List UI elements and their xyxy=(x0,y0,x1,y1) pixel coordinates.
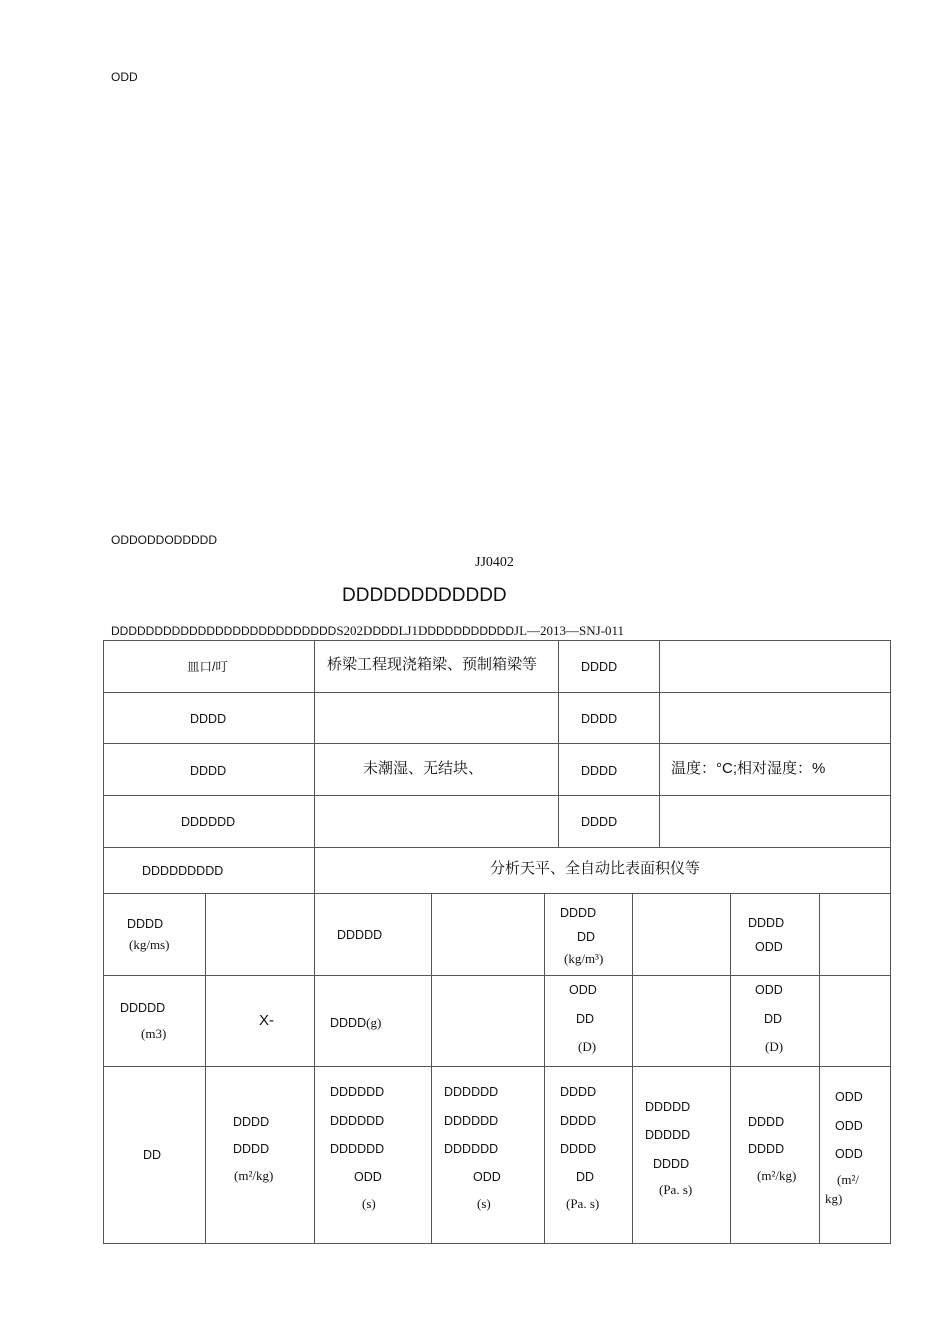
cell-label: DDDDD xyxy=(337,928,383,942)
cell-label: ODD xyxy=(755,940,783,954)
cell-unit: kg) xyxy=(825,1191,843,1206)
table-rule xyxy=(103,847,891,848)
cell-label: DDDD xyxy=(748,1142,785,1156)
form-meta-line xyxy=(111,623,624,639)
cell-label: DDDDDDDDD xyxy=(142,864,224,878)
cell-label: ODD xyxy=(569,983,597,997)
cell-label: DDDD xyxy=(560,1114,597,1128)
cell-label: DDDD xyxy=(581,764,618,778)
cell-unit: (kg/ms) xyxy=(129,937,170,952)
cell-value: 桥梁工程现浇箱梁、预制箱梁等 xyxy=(327,656,538,673)
cell-unit: (D) xyxy=(578,1039,597,1054)
table-rule xyxy=(730,893,731,1244)
meta-code-3: JL—2013—SNJ-011 xyxy=(514,623,625,638)
table-rule xyxy=(659,640,660,847)
table-rule xyxy=(103,1066,891,1067)
cell-label: DDDD xyxy=(560,1085,597,1099)
cell-label: DDDD xyxy=(190,764,227,778)
table-rule xyxy=(205,893,206,1244)
table-rule xyxy=(103,975,891,976)
cell-label: ODD xyxy=(473,1170,501,1184)
table-rule xyxy=(890,640,891,1244)
cell-label: DDDDD xyxy=(645,1128,691,1142)
cell-label: DDDD xyxy=(581,712,618,726)
cell-label: DD xyxy=(577,930,596,944)
table-rule xyxy=(103,640,104,1244)
table-rule xyxy=(103,795,891,796)
cell-value: 未潮湿、无结块、 xyxy=(363,760,484,777)
cell-label: ODD xyxy=(354,1170,382,1184)
cell-label: DDDD xyxy=(748,1115,785,1129)
table-rule xyxy=(103,743,891,744)
cell-label: DDDD xyxy=(560,1142,597,1156)
cell-label: ODD xyxy=(835,1147,863,1161)
cell-label: DDDD xyxy=(233,1142,270,1156)
cell-label: DDDDDD xyxy=(444,1114,499,1128)
cell-label: DDDDDD xyxy=(330,1085,385,1099)
meta-code-1: S202D xyxy=(336,623,373,638)
table-rule xyxy=(632,893,633,1244)
cell-unit: (s) xyxy=(477,1196,491,1211)
cell-unit: (m²/kg) xyxy=(757,1168,797,1183)
cell-value: 温度：°C;相对湿度：% xyxy=(671,760,826,777)
cell-label: DDDDDD xyxy=(181,815,236,829)
cell-label: DDDD xyxy=(127,917,164,931)
cell-value: X- xyxy=(259,1012,274,1029)
test-record-table xyxy=(103,640,891,1244)
cell-label: DD xyxy=(576,1170,595,1184)
table-rule xyxy=(544,893,545,1244)
cell-unit: (D) xyxy=(765,1039,784,1054)
cell-unit: (Pa. s) xyxy=(659,1182,693,1197)
cell-unit: (m²/kg) xyxy=(234,1168,274,1183)
section-label: ODDODDODDDDD xyxy=(111,533,217,547)
table-rule xyxy=(103,1243,891,1244)
cell-value: 分析天平、全自动比表面积仪等 xyxy=(490,860,701,877)
cell-label: DDDD xyxy=(748,916,785,930)
cell-label: DD xyxy=(764,1012,783,1026)
cell-unit: (kg/m³) xyxy=(564,951,604,966)
cell-label: DDDD xyxy=(190,712,227,726)
form-title: DDDDDDDDDDDD xyxy=(342,585,507,606)
table-rule xyxy=(103,893,891,894)
cell-label: DDDDD xyxy=(645,1100,691,1114)
cell-label: DDDDD xyxy=(120,1001,166,1015)
cell-label: DD xyxy=(576,1012,595,1026)
cell-label: DDDDDD xyxy=(444,1142,499,1156)
cell-unit: (Pa. s) xyxy=(566,1196,600,1211)
table-rule xyxy=(431,893,432,1244)
cell-label: ODD xyxy=(755,983,783,997)
cell-unit: (g) xyxy=(366,1015,382,1030)
cell-label: DDDDDD xyxy=(444,1085,499,1099)
table-rule xyxy=(103,640,891,641)
cell-unit: (m²/ xyxy=(837,1172,859,1187)
form-code: JJ0402 xyxy=(475,555,514,570)
cell-label: DDDDDD xyxy=(330,1114,385,1128)
cell-label: DDDD xyxy=(653,1157,690,1171)
cell-label: DDDD xyxy=(560,906,597,920)
table-rule xyxy=(103,692,891,693)
cell-label: ODD xyxy=(835,1090,863,1104)
cell-label: ODD xyxy=(835,1119,863,1133)
cell-unit: (m3) xyxy=(141,1026,167,1041)
table-rule xyxy=(314,640,315,1244)
meta-code-2: LJ1D xyxy=(398,623,428,638)
cell-label: DDDD xyxy=(233,1115,270,1129)
meta-mid-2: DDDDDDDDDD xyxy=(427,624,515,638)
meta-mid: DDD xyxy=(372,624,399,638)
header-mark: ODD xyxy=(111,70,138,84)
cell-label: DDDDDD xyxy=(330,1142,385,1156)
cell-label: DD xyxy=(143,1148,162,1162)
cell-unit: (s) xyxy=(362,1196,376,1211)
cell-label: 皿口/叮 xyxy=(187,660,228,674)
meta-prefix: DDDDDDDDDDDDDDDDDDDDDDDDDD xyxy=(111,624,337,638)
table-rule xyxy=(558,640,559,847)
cell-label: DDDD xyxy=(581,815,618,829)
cell-label: DDDD xyxy=(581,660,618,674)
table-rule xyxy=(819,893,820,1244)
cell-label-text: DDDD xyxy=(330,1016,367,1030)
cell-label xyxy=(330,1016,381,1030)
